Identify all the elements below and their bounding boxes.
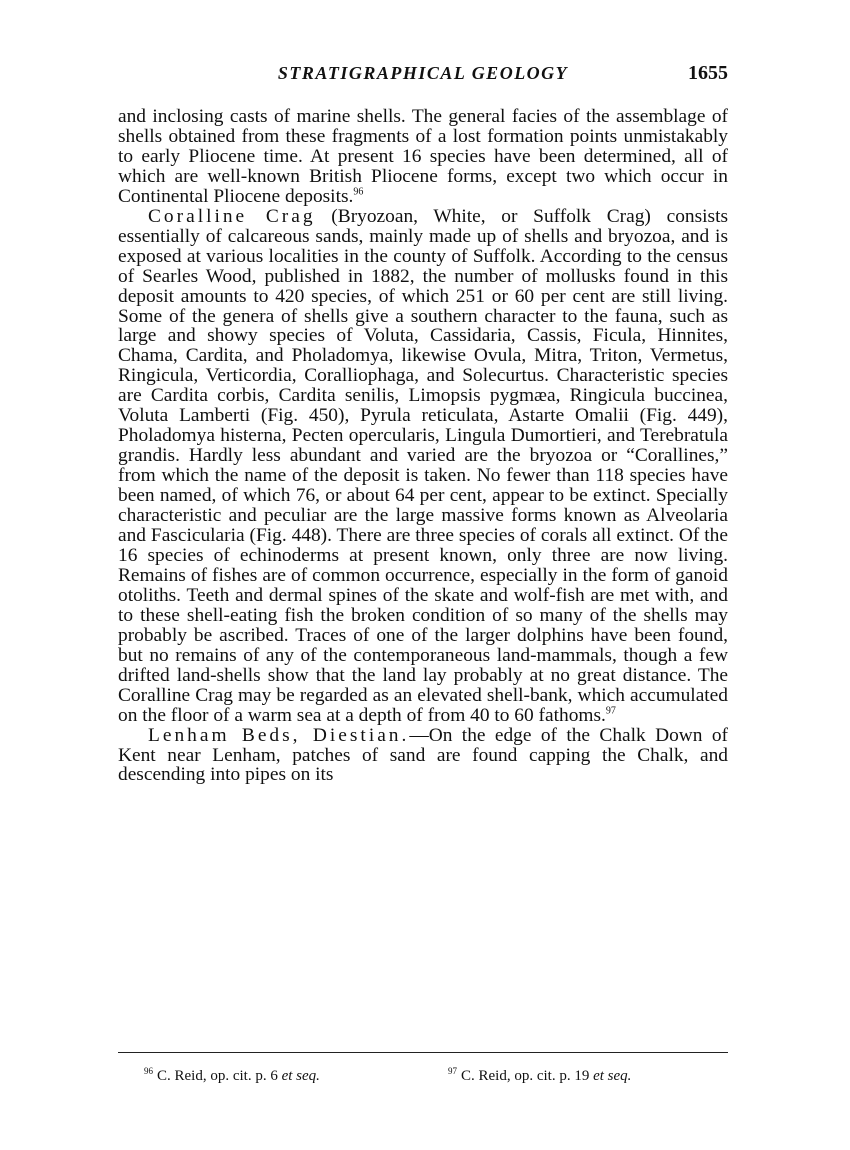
page-header (118, 60, 728, 90)
footnote-number: 96 (144, 1066, 153, 1076)
footnote-number: 97 (448, 1066, 457, 1076)
paragraph-text: (Bryozoan, White, or Suffolk Crag) consists essentially of calcareous sands, mainly made up of shells and bryozoa, and is exposed at various localities in the county of Suffolk. According to the census of Searles Wood, published in 1882, the number of mollusks found in this deposit amounts to 420 species, of which 251 or 60 per cent are still living. Some of the genera of shells give a southern character to the fauna, such as large and showy species of Voluta, Cassidaria, Cassis, Ficula, Hinnites, Chama, Cardita, and Pholadomya, likewise Ovula, Mitra, Triton, Vermetus, Ringicula, Verticordia, Coralliophaga, and Solecurtus. Characteristic species are Cardita corbis, Cardita senilis, Limopsis pygmæa, Ringicula buccinea, Voluta Lamberti (Fig. 450), Pyrula reticulata, Astarte Omalii (Fig. 449), Pholadomya histerna, Pecten opercularis, Lingula Dumortieri, and Terebratula grandis. Hardly less abundant and varied are the bryozoa or “Corallines,” from which the name of the deposit is taken. No fewer than 118 species have been named, of which 76, or about 64 per cent, appear to be extinct. Specially characteristic and peculiar are the large massive forms known as Alveolaria and Fascicularia (Fig. 448). There are three species of corals all extinct. Of the 16 species of echinoderms at present known, only three are now living. Remains of fishes are of common occurrence, especially in the form of ganoid otoliths. Teeth and dermal spines of the skate and wolf-fish are met with, and to these shell-eating fish the broken condition of so many of the shells may probably be ascribed. Traces of one of the larger dolphins have been found, but no remains of any of the contemporaneous land-mammals, though a few drifted land-shells show that the land lay probably at no great distance. The Coralline Crag may be regarded as an elevated shell-bank, which accumulated on the floor of a warm sea at a depth of from 40 to 60 fathoms. (118, 205, 728, 726)
footnote-italic: et seq. (593, 1068, 632, 1084)
running-head: STRATIGRAPHICAL GEOLOGY (277, 63, 569, 83)
paragraph-text: and inclosing casts of marine shells. The general facies of the assemblage of shells obtained from these fragments of a lost formation points unmistakably to early Pliocene time. At present 16 species have been determined, all of which are well-known British Pliocene forms, except two which occur in Continental Pliocene deposits. (118, 106, 728, 207)
footnote-text: C. Reid, op. cit. p. 19 (461, 1068, 594, 1084)
section-heading-lenham-beds: Lenham Beds, Diestian. (148, 724, 410, 746)
footnote-97 (448, 1066, 631, 1086)
paragraph-coralline-crag (118, 207, 728, 726)
footnote-italic: et seq. (281, 1068, 320, 1084)
footnote-ref-97: 97 (605, 705, 616, 717)
footnote-ref-96: 96 (353, 186, 364, 198)
paragraph-pliocene-shells (118, 107, 728, 207)
section-heading-coralline-crag: Coralline Crag (148, 205, 316, 227)
footnote-96 (144, 1066, 320, 1086)
paragraph-text: —On the edge of the Chalk Down of Kent near Lenham, patches of sand are found capping the Chalk, and descending into pipes on its (118, 724, 728, 786)
paragraph-lenham-beds (118, 726, 728, 786)
footnote-text: C. Reid, op. cit. p. 6 (157, 1068, 282, 1084)
page-number: 1655 (688, 62, 728, 84)
footnote-divider (118, 1052, 728, 1053)
body-text (118, 107, 728, 785)
